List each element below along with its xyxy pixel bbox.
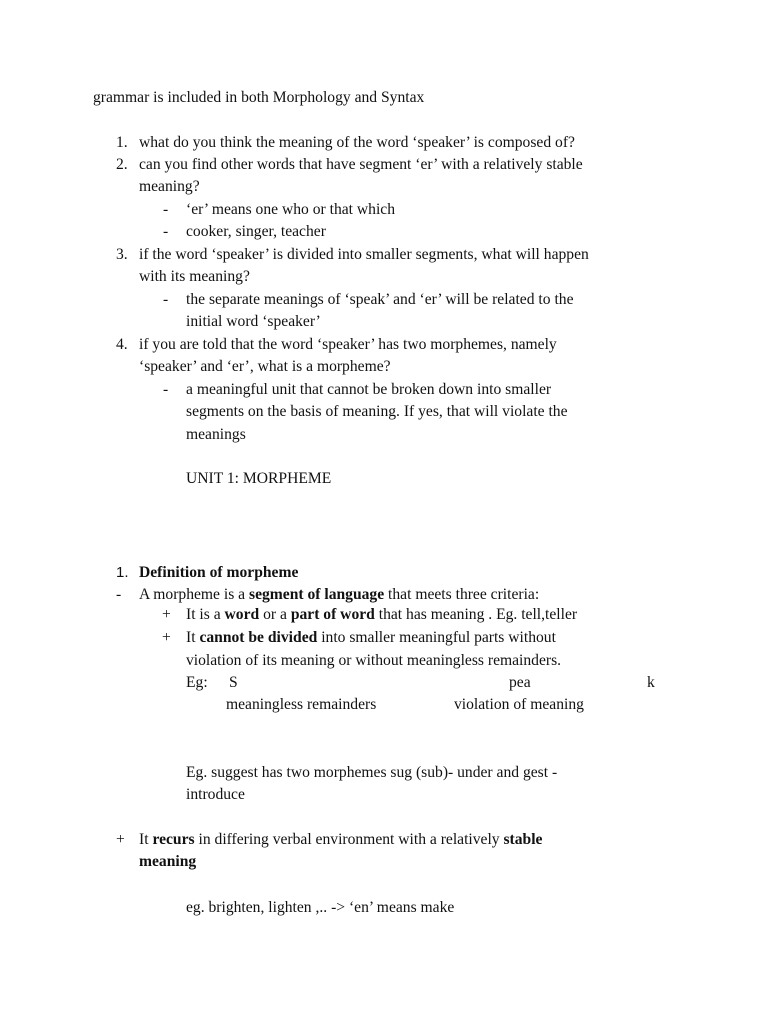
question-number: 4. [116,336,128,353]
question-text: can you find other words that have segment ‘er’ with a relatively stable [139,156,583,173]
dash-bullet: - [116,586,122,603]
answer-text: a meaningful unit that cannot be broken down into smaller [186,381,552,398]
answer-bullet: - [163,291,169,308]
answer-bullet: - [163,381,169,398]
answer-text: meanings [186,426,246,443]
question-text: if you are told that the word ‘speaker’ has two morphemes, namely [139,336,557,353]
answer-text: initial word ‘speaker’ [186,313,321,330]
question-text: meaning? [139,178,200,195]
question-number: 1. [116,134,128,151]
question-text: with its meaning? [139,268,250,285]
example-segment-s: S [229,674,238,691]
question-number: 3. [116,246,128,263]
plus-bullet: + [162,629,171,646]
question-text: ‘speaker’ and ‘er’, what is a morpheme? [139,358,391,375]
plus-bullet: + [116,831,125,848]
question-text: if the word ‘speaker’ is divided into smaller segments, what will happen [139,246,589,263]
criterion-1: It is a word or a part of word that has meaning . Eg. tell,teller [186,606,578,623]
criterion-3: It recurs in differing verbal environment with a relatively stable [139,831,543,848]
answer-text: ‘er’ means one who or that which [186,201,396,218]
plus-bullet: + [162,606,171,623]
question-number: 2. [116,156,128,173]
section-number: 1. [116,564,129,581]
answer-text: cooker, singer, teacher [186,223,326,240]
example-note-right: violation of meaning [454,696,584,713]
criterion-3-line-2: meaning [139,853,197,870]
answer-text: segments on the basis of meaning. If yes, that will violate the [186,403,568,420]
unit-title: UNIT 1: MORPHEME [186,470,332,487]
example-2-line-2: introduce [186,786,245,803]
example-segment-pea: pea [509,674,531,691]
question-text: what do you think the meaning of the word ‘speaker’ is composed of? [139,134,575,151]
section-heading: Definition of morpheme [139,564,299,581]
intro-line: grammar is included in both Morphology and Syntax [93,89,425,106]
definition-intro: A morpheme is a segment of language that meets three criteria: [139,586,540,603]
answer-bullet: - [163,201,169,218]
criterion-2: It cannot be divided into smaller meaningful parts without [186,629,556,646]
answer-bullet: - [163,223,169,240]
example-3: eg. brighten, lighten ,.. -> ‘en’ means make [186,899,455,916]
criterion-2-line-2: violation of its meaning or without meaningless remainders. [186,652,562,669]
example-segment-k: k [647,674,655,691]
example-note-left: meaningless remainders [226,696,377,713]
example-label: Eg: [186,674,208,691]
answer-text: the separate meanings of ‘speak’ and ‘er’ will be related to the [186,291,574,308]
example-2-line-1: Eg. suggest has two morphemes sug (sub)- under and gest - [186,764,558,781]
